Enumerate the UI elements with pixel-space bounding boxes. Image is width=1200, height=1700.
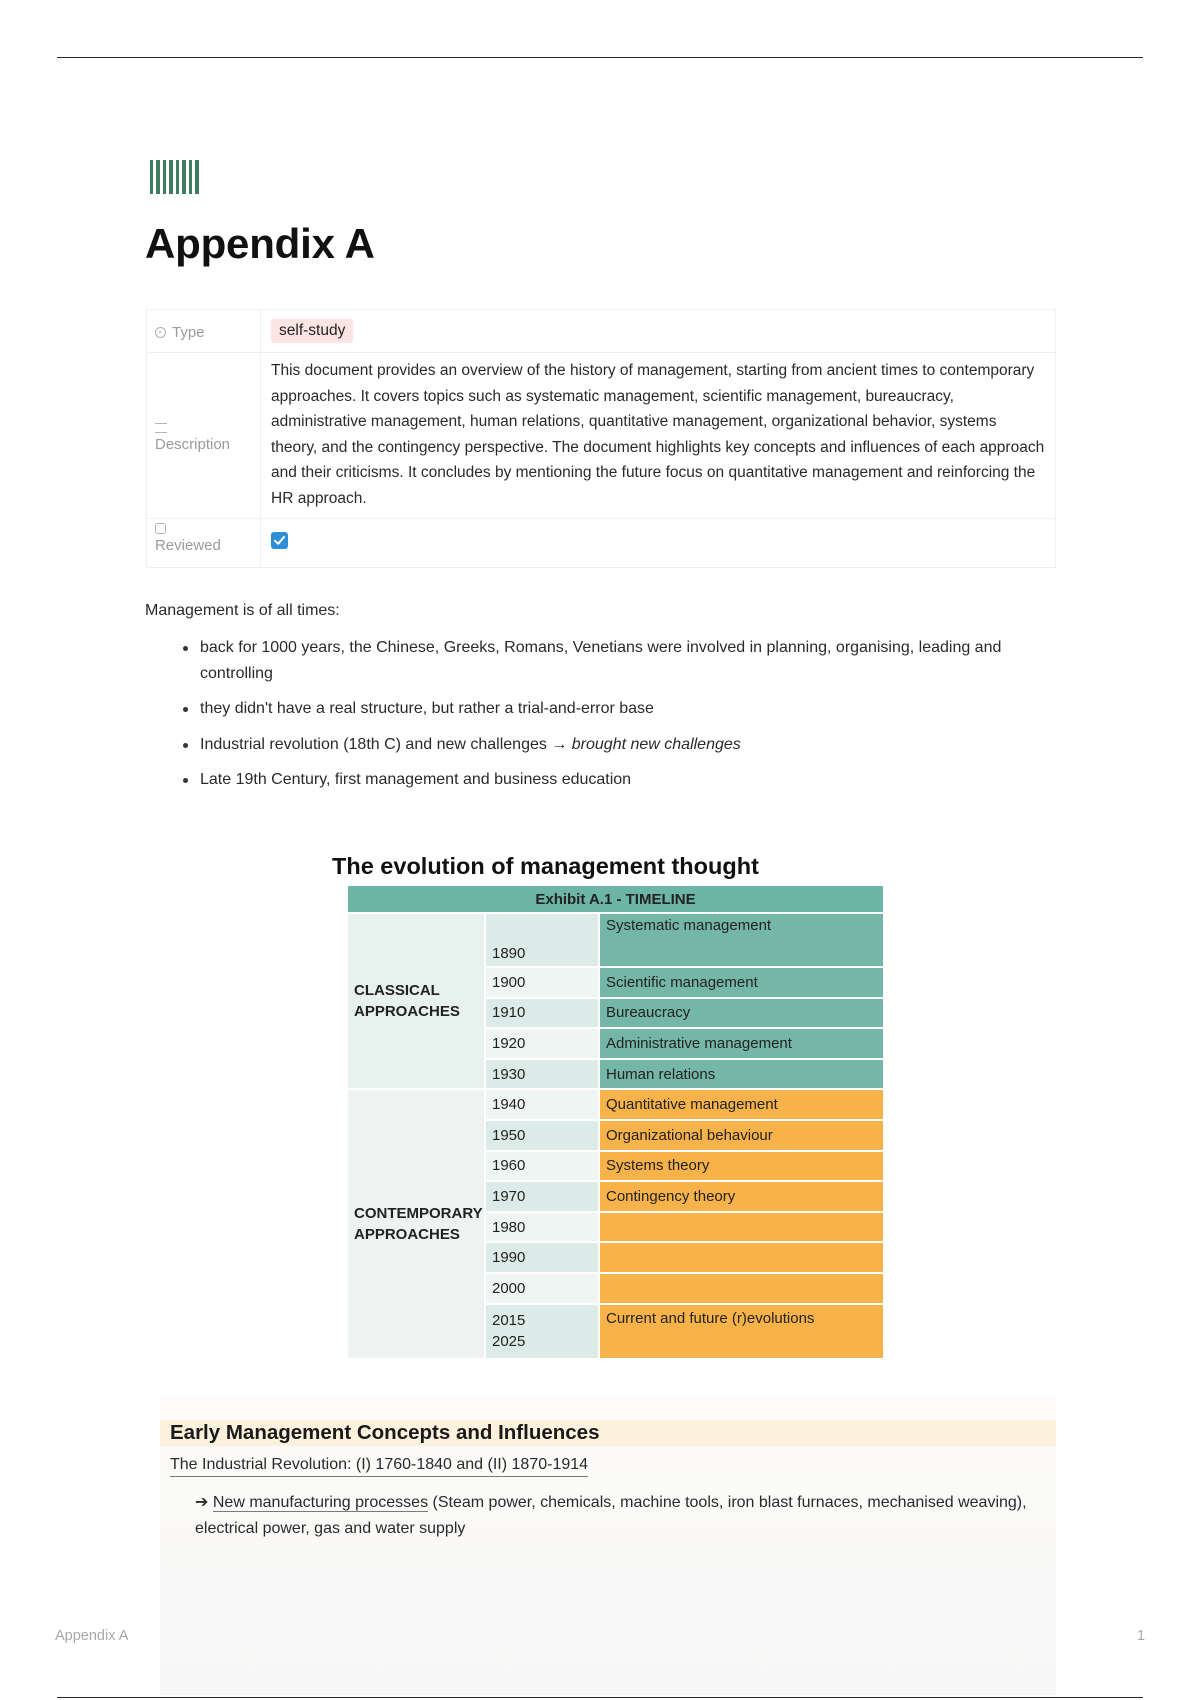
year-cell: 1900 xyxy=(485,967,599,998)
approach-cell: Human relations xyxy=(599,1059,883,1090)
bottom-divider xyxy=(57,1697,1143,1698)
approach-cell: Scientific management xyxy=(599,967,883,998)
year-cell: 1890 xyxy=(485,913,599,967)
timeline-table xyxy=(348,886,883,1360)
list-item-text: back for 1000 years, the Chinese, Greeks, Romans, Venetians were involved in planning, organising, leading and controlling xyxy=(200,639,1002,682)
property-label: Reviewed xyxy=(155,536,221,554)
property-key-description xyxy=(147,353,261,519)
property-value-reviewed xyxy=(261,518,1056,567)
section-heading: Early Management Concepts and Influences xyxy=(170,1421,600,1444)
year-cell: 1960 xyxy=(485,1151,599,1182)
classical-approaches-label: CLASSICAL APPROACHES xyxy=(348,913,485,1089)
arrow-paragraph-rest: (Steam power, chemicals, machine tools, iron blast furnaces, mechanised weaving), electrical power, gas and water supply xyxy=(195,1494,1027,1537)
year-cell: 1940 xyxy=(485,1089,599,1120)
property-key-reviewed xyxy=(147,518,261,567)
approach-cell: Systems theory xyxy=(599,1151,883,1182)
reviewed-checkbox[interactable] xyxy=(271,532,288,549)
page-title: Appendix A xyxy=(145,220,375,267)
properties-table xyxy=(146,309,1056,568)
approach-cell: Bureaucracy xyxy=(599,998,883,1029)
list-item-text: they didn't have a real structure, but rather a trial-and-error base xyxy=(200,700,654,718)
timeline-header-row xyxy=(348,886,883,913)
check-icon xyxy=(273,534,286,547)
table-row xyxy=(348,1089,883,1120)
property-row-type xyxy=(147,310,1056,353)
approach-cell xyxy=(599,1242,883,1273)
page-number: 1 xyxy=(1137,1628,1146,1644)
arrow-paragraph xyxy=(195,1490,1055,1541)
barcode-icon xyxy=(150,158,204,196)
year-cell: 2000 xyxy=(485,1273,599,1304)
year-cell: 1920 xyxy=(485,1028,599,1059)
approach-cell: Organizational behaviour xyxy=(599,1120,883,1151)
year-cell: 1930 xyxy=(485,1059,599,1090)
approach-cell: Systematic management xyxy=(599,913,883,967)
highlighted-phrase: New manufacturing processes xyxy=(212,1494,429,1511)
table-row xyxy=(348,913,883,967)
approach-cell: Current and future (r)evolutions xyxy=(599,1304,883,1359)
property-row-description xyxy=(147,353,1056,519)
property-key-type xyxy=(147,310,261,353)
approach-cell xyxy=(599,1273,883,1304)
figure-title: The evolution of management thought xyxy=(332,853,759,879)
list-item-text: Industrial revolution (18th C) and new challenges → xyxy=(200,735,572,753)
section-heading-block[interactable] xyxy=(160,1420,1056,1446)
bullet-list xyxy=(173,635,1033,803)
year-cell xyxy=(485,1304,599,1359)
checkbox-outline-icon xyxy=(155,523,166,534)
intro-text: Management is of all times: xyxy=(145,602,340,619)
list-item xyxy=(173,635,1033,686)
type-tag[interactable]: self-study xyxy=(271,319,353,343)
year-cell: 1950 xyxy=(485,1120,599,1151)
description-text: This document provides an overview of the history of management, starting from ancient times to contemporary approaches. It covers topics such as systematic management, scientific management, bureaucracy, administrative management, human relations, quantitative management, organizational behavior, systems theory, and the contingency perspective. The document highlights key concepts and influences of each approach and their criticisms. It concludes by mentioning the future focus on quantitative management and reinforcing the HR approach. xyxy=(271,362,1045,507)
list-item xyxy=(173,767,1033,793)
approach-cell: Quantitative management xyxy=(599,1089,883,1120)
property-label: Type xyxy=(172,324,205,341)
property-row-reviewed xyxy=(147,518,1056,567)
circle-dot-icon xyxy=(155,327,166,338)
approach-cell: Contingency theory xyxy=(599,1181,883,1212)
year-cell: 1910 xyxy=(485,998,599,1029)
contemporary-approaches-label: CONTEMPORARY APPROACHES xyxy=(348,1089,485,1358)
year-cell: 1990 xyxy=(485,1242,599,1273)
approach-cell: Administrative management xyxy=(599,1028,883,1059)
list-item xyxy=(173,696,1033,722)
timeline-header: Exhibit A.1 - TIMELINE xyxy=(348,886,883,913)
year-end: 2025 xyxy=(492,1333,526,1351)
property-label: Description xyxy=(155,436,231,453)
property-value-description[interactable] xyxy=(261,353,1056,519)
list-item-italic: brought new challenges xyxy=(571,735,741,753)
list-item xyxy=(173,732,1033,758)
text-lines-icon xyxy=(155,423,167,433)
list-item-text: Late 19th Century, first management and business education xyxy=(200,771,632,789)
approach-cell xyxy=(599,1212,883,1243)
arrow-icon: ➔ xyxy=(195,1494,213,1511)
property-value-type[interactable] xyxy=(261,310,1056,353)
year-start: 2015 xyxy=(492,1312,526,1330)
year-cell: 1980 xyxy=(485,1212,599,1243)
section-subheading: The Industrial Revolution: (I) 1760-1840 and (II) 1870-1914 xyxy=(170,1456,588,1477)
footer-title: Appendix A xyxy=(55,1628,129,1644)
year-cell: 1970 xyxy=(485,1181,599,1212)
top-divider xyxy=(57,57,1143,58)
